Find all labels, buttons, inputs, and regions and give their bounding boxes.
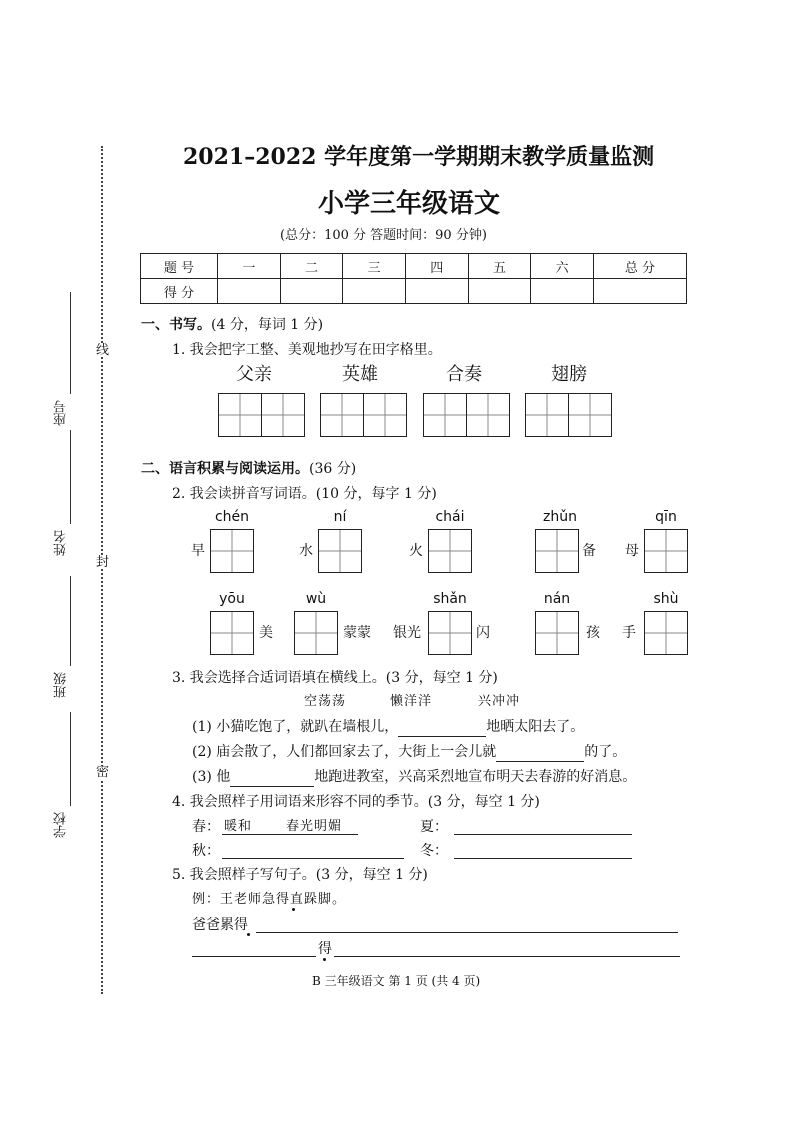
question-4: 4. 我会照样子用词语来形容不同的季节。(3 分，每空 1 分) — [172, 794, 540, 810]
q3-blank-1[interactable] — [398, 718, 486, 737]
word-option-3: 兴冲冲 — [478, 694, 521, 709]
score-cell-6[interactable] — [531, 279, 594, 304]
season-winter-label: 冬： — [420, 843, 448, 859]
copy-word-4: 翅膀 — [551, 364, 587, 385]
question-2: 2. 我会读拼音写词语。(10 分，每字 1 分) — [172, 486, 437, 502]
q3-item-2-pre: 庙会散了，人们都回家去了，大街上一会儿就 — [216, 744, 497, 760]
q5-example: 例：王老师急得直跺脚。 — [192, 892, 347, 907]
q3-blank-2[interactable] — [496, 743, 584, 762]
emphasis-dot-2 — [247, 933, 250, 936]
spring-example-1: 暖和 — [224, 819, 253, 834]
q3-item-3-pre: 他 — [216, 769, 231, 785]
pinyin-qin: qīn — [655, 509, 677, 525]
q5-answer-line-2a[interactable] — [192, 956, 316, 957]
pinyin-box-you[interactable] — [210, 611, 254, 655]
q3-item-3-post: 地跑进教室，兴高采烈地宣布明天去春游的好消息。 — [314, 769, 637, 785]
winter-answer-line[interactable] — [454, 858, 632, 859]
pinyin-box-chai[interactable] — [428, 529, 472, 573]
score-cell-5[interactable] — [468, 279, 531, 304]
pinyin-box-shan[interactable] — [428, 611, 472, 655]
q3-item-2 — [192, 743, 626, 762]
writing-grid-4[interactable] — [525, 393, 610, 437]
spring-example-2: 春光明媚 — [286, 819, 343, 834]
pinyin-box-qin[interactable] — [644, 529, 688, 573]
score-cell-4[interactable] — [405, 279, 468, 304]
label-class: 班级 — [54, 672, 69, 698]
score-table — [140, 253, 687, 304]
q3-item-1-post: 地晒太阳去了。 — [486, 719, 585, 735]
pinyin-shu: shù — [653, 591, 679, 607]
pinyin-box-wu[interactable] — [294, 611, 338, 655]
section2-heading-wrap — [141, 460, 356, 478]
pinyin-box-chen[interactable] — [210, 529, 254, 573]
pinyin-box-nan[interactable] — [535, 611, 579, 655]
copy-word-2: 英雄 — [342, 364, 378, 385]
char-before-3: 火 — [409, 543, 423, 559]
char-before-10: 手 — [622, 625, 636, 641]
score-cell-3[interactable] — [343, 279, 406, 304]
pinyin-box-ni[interactable] — [318, 529, 362, 573]
writing-grid-1[interactable] — [218, 393, 303, 437]
q5-answer-line-2b[interactable] — [334, 956, 680, 957]
word-option-1: 空荡荡 — [304, 694, 347, 709]
char-after-8: 闪 — [476, 625, 490, 641]
score-header-6: 六 — [531, 254, 594, 279]
section1-heading: 一、书写。 — [141, 317, 211, 333]
emphasis-dot-3 — [323, 958, 326, 961]
pinyin-chen: chén — [214, 509, 250, 525]
q5-line1-prefix: 爸爸累得 — [192, 917, 248, 933]
season-summer-label: 夏： — [420, 819, 448, 835]
char-after-6: 美 — [259, 625, 273, 641]
exam-title: 2021–2022 学年度第一学期期末教学质量监测 — [183, 144, 655, 170]
label-seat-number: 座号 — [54, 400, 69, 426]
binding-dotted-line — [101, 146, 103, 994]
summer-answer-line[interactable] — [454, 834, 632, 835]
score-row-label: 得 分 — [141, 279, 218, 304]
season-autumn-label: 秋： — [192, 843, 220, 859]
season-spring-label: 春： — [192, 819, 220, 835]
char-before-5: 母 — [625, 543, 639, 559]
pinyin-ni: ní — [333, 509, 347, 525]
score-header-2: 二 — [280, 254, 343, 279]
writing-grid-3[interactable] — [423, 393, 508, 437]
pinyin-nan: nán — [543, 591, 571, 607]
name-field[interactable] — [70, 430, 71, 524]
autumn-answer-line[interactable] — [222, 858, 404, 859]
score-cell-1[interactable] — [218, 279, 281, 304]
binding-mark-line: 线 — [96, 343, 110, 358]
exam-info: (总分：100 分 答题时间：90 分钟) — [280, 228, 487, 243]
question-1: 1. 我会把字工整、美观地抄写在田字格里。 — [172, 342, 442, 358]
class-field[interactable] — [70, 576, 71, 666]
score-cell-2[interactable] — [280, 279, 343, 304]
pinyin-box-shu[interactable] — [644, 611, 688, 655]
char-after-4: 备 — [582, 543, 596, 559]
char-before-2: 水 — [299, 543, 313, 559]
emphasis-dot-1 — [292, 908, 295, 911]
spring-underline — [222, 834, 358, 835]
score-cell-total[interactable] — [594, 279, 687, 304]
char-after-7: 蒙蒙 — [343, 625, 371, 641]
score-header-label: 题 号 — [141, 254, 218, 279]
pinyin-wu: wù — [305, 591, 327, 607]
q3-item-3-num: (3) — [192, 769, 212, 785]
score-header-1: 一 — [218, 254, 281, 279]
copy-word-1: 父亲 — [236, 364, 272, 385]
school-field[interactable] — [70, 712, 71, 806]
q5-line2-mid: 得 — [318, 941, 332, 957]
pinyin-zhun: zhǔn — [543, 509, 577, 525]
section2-heading: 二、语言积累与阅读运用。 — [141, 461, 309, 477]
score-header-5: 五 — [468, 254, 531, 279]
pinyin-shan: shǎn — [433, 591, 467, 607]
char-before-8: 银光 — [393, 625, 421, 641]
q3-item-1 — [192, 718, 584, 737]
binding-mark-seal: 封 — [96, 555, 110, 570]
score-header-total: 总 分 — [594, 254, 687, 279]
score-header-3: 三 — [343, 254, 406, 279]
char-before-1: 早 — [191, 543, 205, 559]
q3-item-2-num: (2) — [192, 744, 212, 760]
seat-number-field[interactable] — [70, 292, 71, 394]
binding-mark-secret: 密 — [96, 765, 110, 780]
score-header-4: 四 — [405, 254, 468, 279]
question-3: 3. 我会选择合适词语填在横线上。(3 分，每空 1 分) — [172, 670, 498, 686]
copy-word-3: 合奏 — [446, 364, 482, 385]
writing-grid-2[interactable] — [320, 393, 405, 437]
question-5: 5. 我会照样子写句子。(3 分，每空 1 分) — [172, 867, 428, 883]
exam-subtitle: 小学三年级语文 — [318, 189, 501, 219]
label-school: 学校 — [54, 812, 69, 838]
pinyin-you: yōu — [219, 591, 245, 607]
q3-item-3 — [192, 768, 636, 787]
section2-points: (36 分) — [309, 461, 357, 477]
section1-points: (4 分，每词 1 分) — [211, 317, 324, 333]
word-option-2: 懒洋洋 — [390, 694, 433, 709]
q3-item-2-post: 的了。 — [584, 744, 627, 760]
page-footer: B 三年级语文 第 1 页 (共 4 页) — [312, 974, 481, 988]
label-name: 姓名 — [54, 530, 69, 556]
pinyin-box-zhun[interactable] — [535, 529, 579, 573]
q3-item-1-pre: 小猫吃饱了，就趴在墙根儿， — [216, 719, 399, 735]
q3-item-1-num: (1) — [192, 719, 212, 735]
section1-heading-wrap — [141, 316, 323, 334]
q5-answer-line-1[interactable] — [256, 932, 678, 933]
q3-blank-3[interactable] — [230, 768, 314, 787]
pinyin-chai: chái — [435, 509, 465, 525]
char-after-9: 孩 — [586, 625, 600, 641]
